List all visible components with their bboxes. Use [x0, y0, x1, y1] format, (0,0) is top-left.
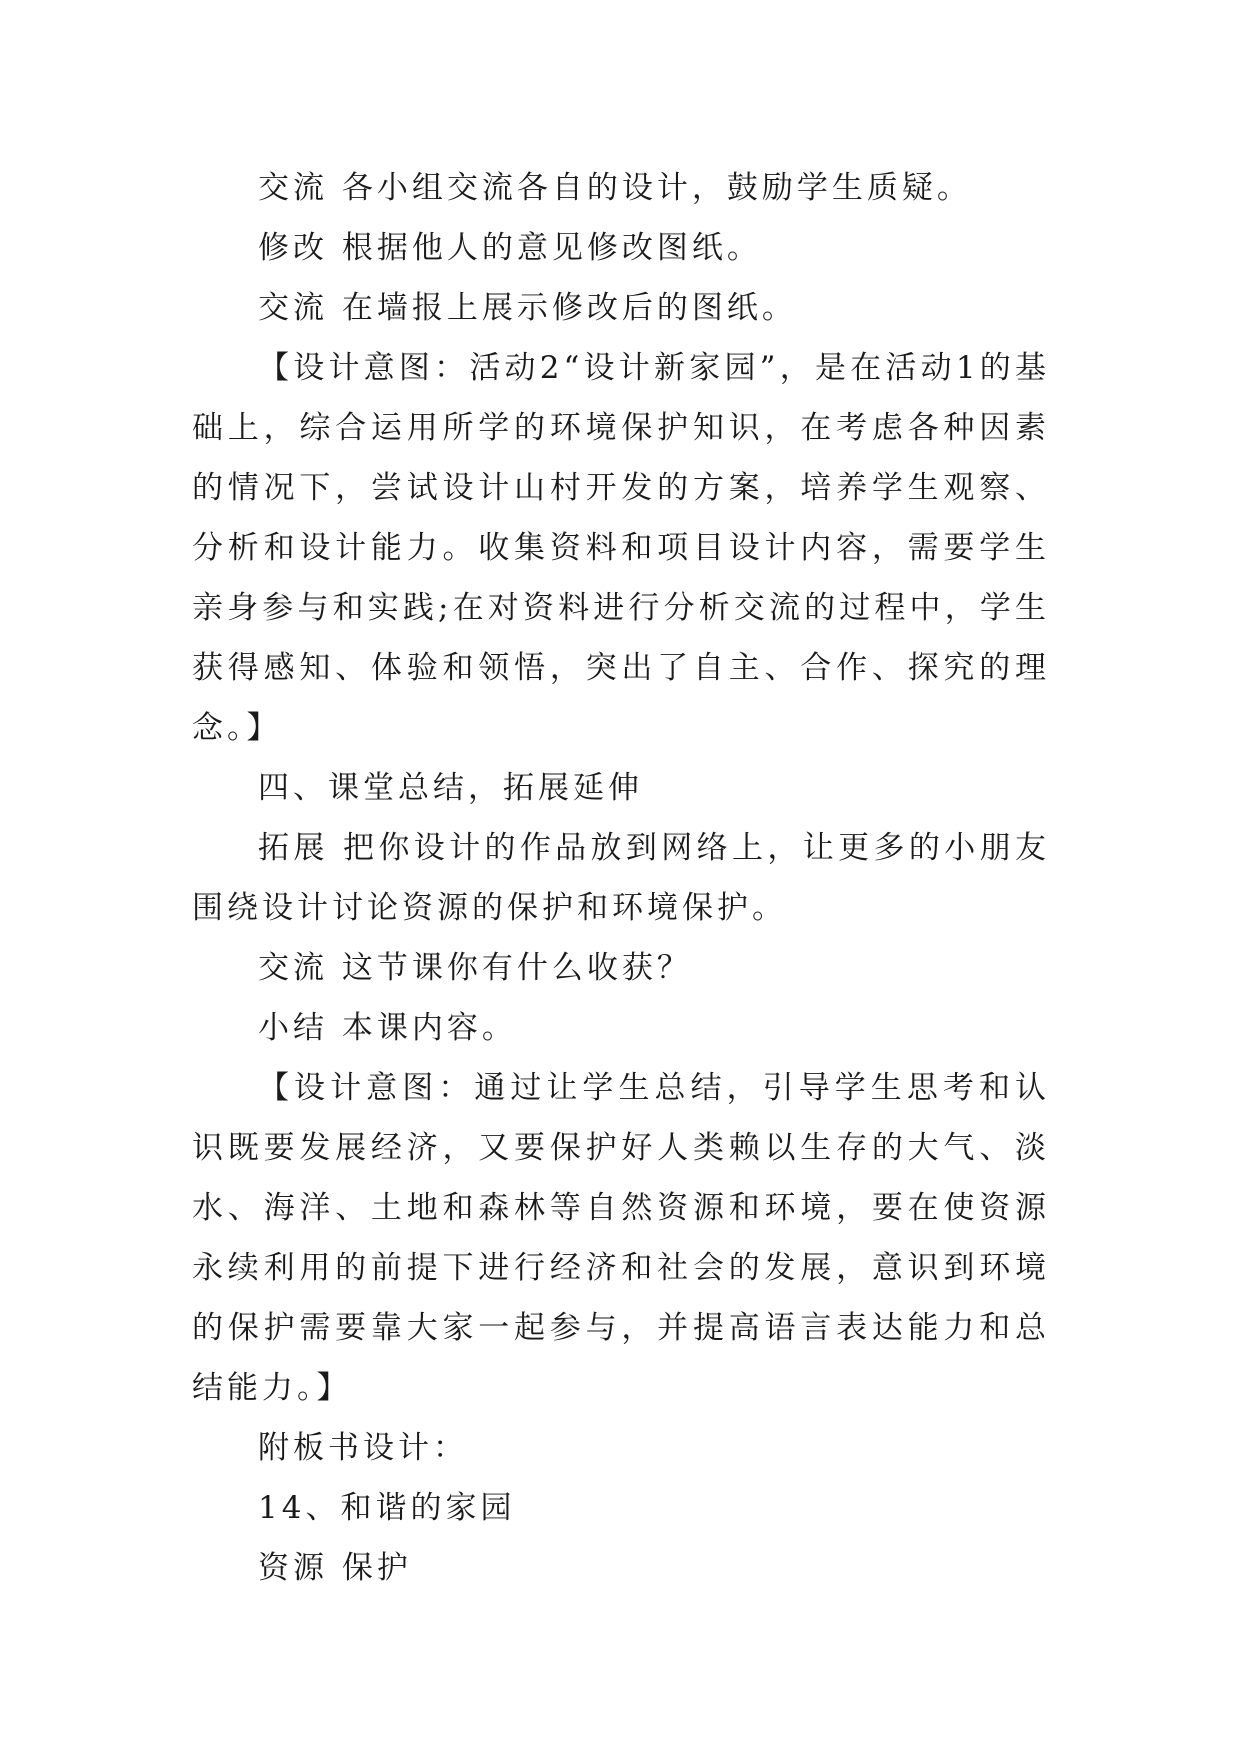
- section-heading-summary-extension: 四、课堂总结，拓展延伸: [258, 770, 643, 806]
- blackboard-item: 资源 保护: [258, 1550, 412, 1586]
- paragraph-design-intent-2: 【设计意图：通过让学生总结，引导学生思考和认识既要发展经济，又要保护好人类赖以生存的大气、淡水、海洋、土地和森林等自然资源和环境，要在使资源永续利用的前提下进行经济和社会的发展，意识到环境的保护需要靠大家一起参与，并提高语言表达能力和总结能力。】: [192, 1070, 1050, 1406]
- paragraph-extend: 拓展 把你设计的作品放到网络上，让更多的小朋友围绕设计讨论资源的保护和环境保护。: [192, 830, 1050, 926]
- lesson-title: 14、和谐的家园: [258, 1490, 516, 1526]
- document-body: [192, 158, 1050, 1598]
- paragraph-summary: 小结 本课内容。: [258, 1010, 517, 1046]
- paragraph-design-intent-1: 【设计意图：活动2“设计新家园”，是在活动1的基础上，综合运用所学的环境保护知识，在考虑各种因素的情况下，尝试设计山村开发的方案，培养学生观察、分析和设计能力。收集资料和项目设计内容，需要学生亲身参与和实践;在对资料进行分析交流的过程中，学生获得感知、体验和领悟，突出了自主、合作、探究的理念。】: [192, 350, 1050, 746]
- paragraph-exchange-1: 交流 各小组交流各自的设计，鼓励学生质疑。: [258, 170, 972, 206]
- paragraph-revise: 修改 根据他人的意见修改图纸。: [258, 230, 762, 266]
- paragraph-exchange-3: 交流 这节课你有什么收获？: [258, 950, 692, 986]
- blackboard-design-heading: 附板书设计：: [258, 1430, 468, 1466]
- paragraph-exchange-2: 交流 在墙报上展示修改后的图纸。: [258, 290, 797, 326]
